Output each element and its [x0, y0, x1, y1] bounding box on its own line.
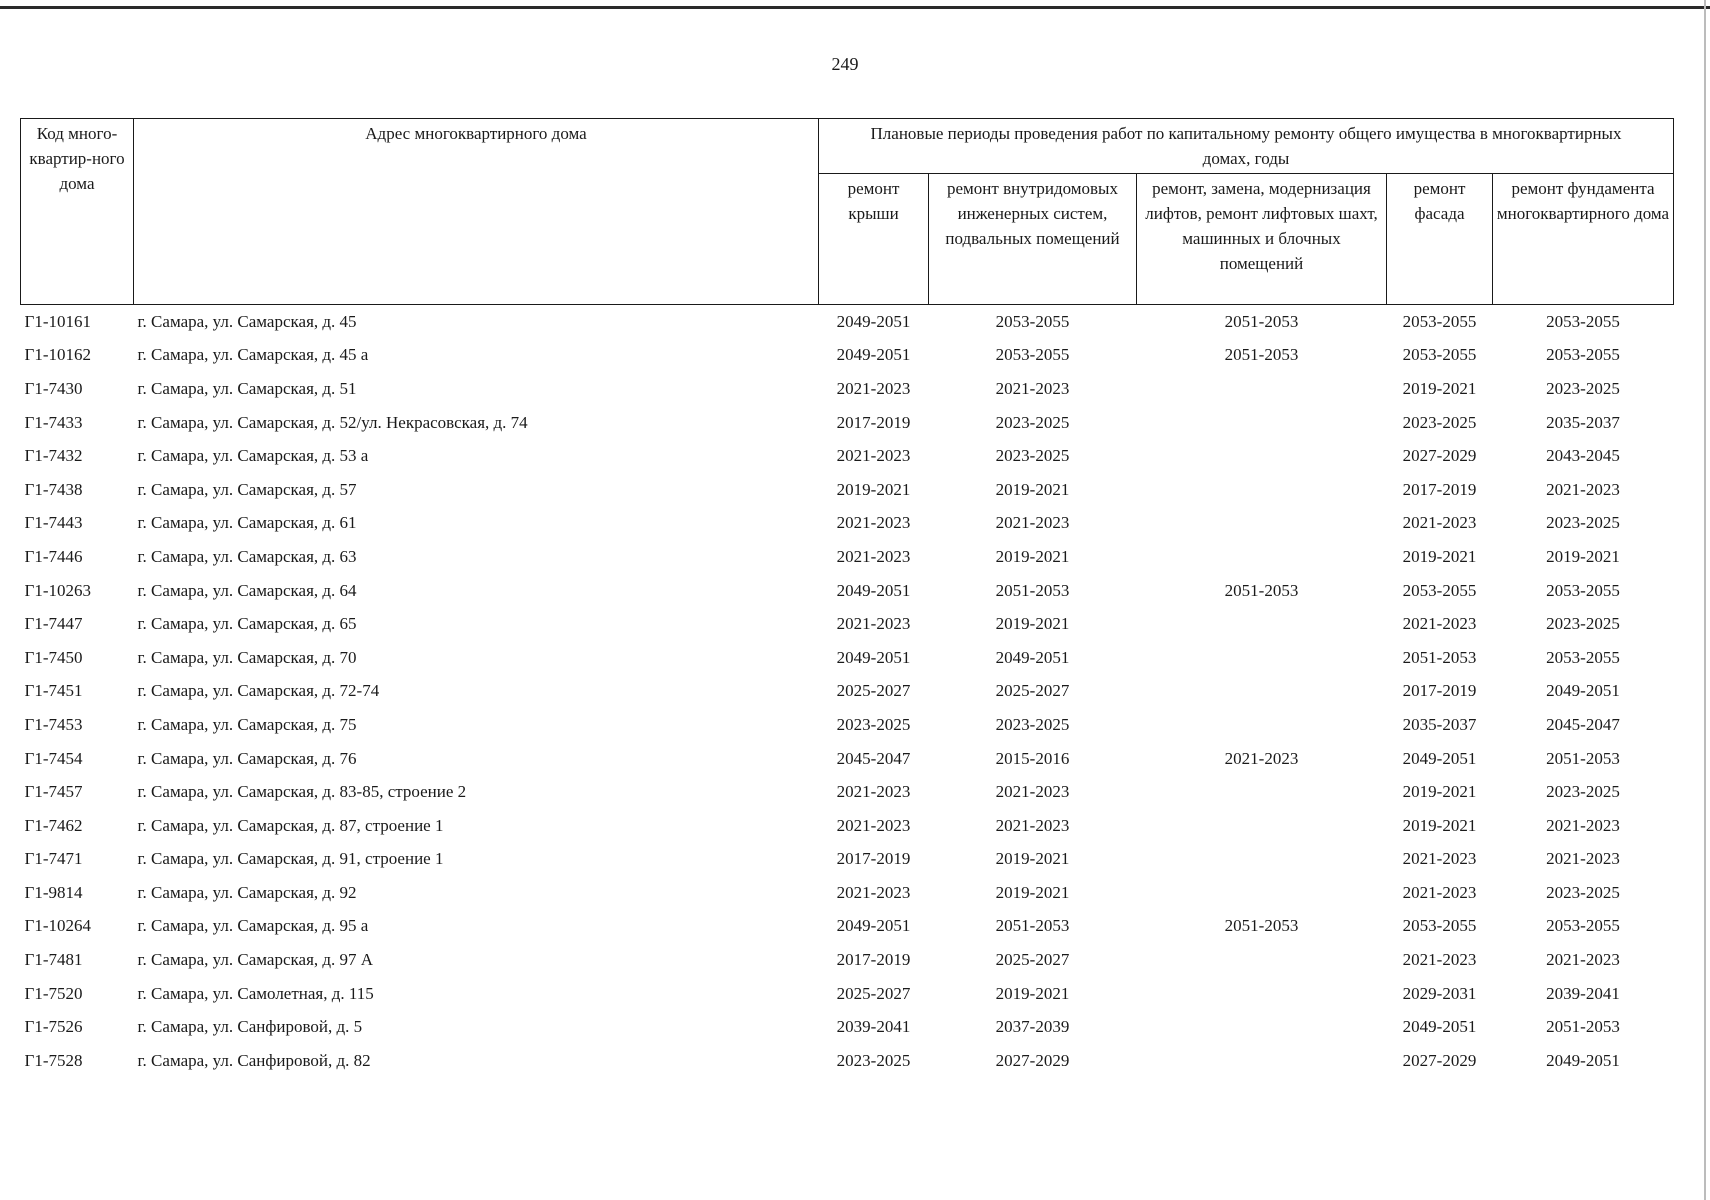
cell-elevators — [1137, 540, 1387, 574]
cell-elevators — [1137, 507, 1387, 541]
header-systems — [929, 174, 1137, 305]
cell-address: г. Самара, ул. Самарская, д. 57 — [137, 479, 357, 499]
cell-elevators — [1137, 809, 1387, 843]
cell-elevators — [1137, 1044, 1387, 1078]
cell-code: Г1-7450 — [24, 647, 83, 667]
cell-systems: 2019-2021 — [995, 849, 1070, 869]
table-row — [21, 473, 1674, 507]
header-address — [134, 119, 819, 305]
cell-address: г. Самара, ул. Самарская, д. 63 — [137, 546, 357, 566]
cell-systems: 2023-2025 — [995, 412, 1070, 432]
cell-roof: 2021-2023 — [836, 614, 911, 634]
cell-facade: 2051-2053 — [1402, 647, 1477, 667]
cell-code: Г1-7432 — [24, 446, 83, 466]
cell-address: г. Самара, ул. Самарская, д. 65 — [137, 614, 357, 634]
cell-elevators — [1137, 607, 1387, 641]
cell-code: Г1-10263 — [24, 580, 91, 600]
cell-foundation: 2049-2051 — [1546, 1050, 1620, 1070]
cell-code: Г1-10264 — [24, 916, 91, 936]
cell-roof: 2021-2023 — [836, 782, 911, 802]
cell-facade: 2021-2023 — [1402, 849, 1477, 869]
cell-systems: 2025-2027 — [995, 950, 1070, 970]
table-row — [21, 876, 1674, 910]
cell-code: Г1-7471 — [24, 849, 83, 869]
cell-roof: 2019-2021 — [836, 479, 911, 499]
table-row — [21, 742, 1674, 776]
cell-address: г. Самара, ул. Самарская, д. 75 — [137, 714, 357, 734]
cell-systems: 2051-2053 — [995, 916, 1070, 936]
cell-foundation: 2045-2047 — [1546, 714, 1620, 734]
cell-foundation: 2021-2023 — [1546, 950, 1620, 970]
header-address-text: Адрес многоквартирного дома — [365, 124, 587, 143]
cell-facade: 2049-2051 — [1402, 748, 1477, 768]
cell-foundation: 2049-2051 — [1546, 681, 1620, 701]
cell-roof: 2025-2027 — [836, 681, 911, 701]
cell-facade: 2053-2055 — [1402, 580, 1477, 600]
cell-foundation: 2039-2041 — [1546, 983, 1620, 1003]
header-foundation — [1493, 174, 1674, 305]
cell-code: Г1-7457 — [24, 782, 83, 802]
cell-systems: 2027-2029 — [995, 1050, 1070, 1070]
cell-foundation: 2053-2055 — [1546, 345, 1620, 365]
cell-foundation: 2053-2055 — [1546, 311, 1620, 331]
cell-elevators — [1137, 943, 1387, 977]
cell-elevators: 2051-2053 — [1224, 916, 1299, 936]
cell-address: г. Самара, ул. Самарская, д. 87, строение 1 — [137, 815, 444, 835]
cell-elevators — [1137, 406, 1387, 440]
cell-address: г. Самара, ул. Самарская, д. 97 А — [137, 950, 374, 970]
cell-systems: 2037-2039 — [995, 1017, 1070, 1037]
cell-systems: 2021-2023 — [995, 378, 1070, 398]
cell-foundation: 2023-2025 — [1546, 782, 1620, 802]
cell-foundation: 2023-2025 — [1546, 614, 1620, 634]
cell-facade: 2049-2051 — [1402, 1017, 1477, 1037]
cell-facade: 2019-2021 — [1402, 378, 1477, 398]
cell-roof: 2025-2027 — [836, 983, 911, 1003]
capital-repair-table — [20, 118, 1674, 1078]
cell-elevators — [1137, 775, 1387, 809]
cell-code: Г1-7520 — [24, 983, 83, 1003]
table-row — [21, 540, 1674, 574]
cell-address: г. Самара, ул. Самарская, д. 92 — [137, 882, 357, 902]
cell-facade: 2017-2019 — [1402, 479, 1477, 499]
cell-address: г. Самара, ул. Самолетная, д. 115 — [137, 983, 374, 1003]
table-row — [21, 1044, 1674, 1078]
table-row — [21, 372, 1674, 406]
cell-elevators: 2021-2023 — [1224, 748, 1299, 768]
cell-code: Г1-7462 — [24, 815, 83, 835]
cell-foundation: 2043-2045 — [1546, 446, 1620, 466]
cell-facade: 2027-2029 — [1402, 1050, 1477, 1070]
cell-address: г. Самара, ул. Самарская, д. 61 — [137, 513, 357, 533]
table-row — [21, 305, 1674, 339]
header-systems-text: ремонт внутридомовых инженерных систем, подвальных помещений — [945, 179, 1120, 248]
cell-facade: 2053-2055 — [1402, 345, 1477, 365]
cell-roof: 2021-2023 — [836, 513, 911, 533]
cell-elevators — [1137, 641, 1387, 675]
cell-facade: 2021-2023 — [1402, 614, 1477, 634]
table-row — [21, 775, 1674, 809]
cell-systems: 2021-2023 — [995, 815, 1070, 835]
cell-roof: 2021-2023 — [836, 546, 911, 566]
cell-code: Г1-9814 — [24, 882, 83, 902]
cell-code: Г1-7433 — [24, 412, 83, 432]
header-code — [21, 119, 134, 305]
cell-facade: 2019-2021 — [1402, 546, 1477, 566]
cell-systems: 2053-2055 — [995, 311, 1070, 331]
cell-code: Г1-7528 — [24, 1050, 83, 1070]
cell-roof: 2049-2051 — [836, 345, 911, 365]
cell-elevators — [1137, 876, 1387, 910]
cell-address: г. Самара, ул. Самарская, д. 70 — [137, 647, 357, 667]
cell-elevators — [1137, 439, 1387, 473]
cell-address: г. Самара, ул. Самарская, д. 52/ул. Некрасовская, д. 74 — [137, 412, 528, 432]
cell-elevators — [1137, 708, 1387, 742]
cell-roof: 2017-2019 — [836, 849, 911, 869]
cell-roof: 2049-2051 — [836, 916, 911, 936]
cell-address: г. Самара, ул. Самарская, д. 45 а — [137, 345, 369, 365]
table-row — [21, 1010, 1674, 1044]
cell-address: г. Самара, ул. Санфировой, д. 82 — [137, 1050, 371, 1070]
cell-roof: 2023-2025 — [836, 714, 911, 734]
table-row — [21, 708, 1674, 742]
cell-foundation: 2051-2053 — [1546, 748, 1620, 768]
cell-facade: 2053-2055 — [1402, 311, 1477, 331]
cell-roof: 2017-2019 — [836, 412, 911, 432]
cell-address: г. Самара, ул. Самарская, д. 76 — [137, 748, 357, 768]
cell-address: г. Самара, ул. Самарская, д. 83-85, строение 2 — [137, 782, 467, 802]
header-foundation-text: ремонт фундамента многоквартирного дома — [1496, 179, 1670, 223]
cell-facade: 2029-2031 — [1402, 983, 1477, 1003]
cell-systems: 2025-2027 — [995, 681, 1070, 701]
header-code-text: Код много-квартир-ного дома — [29, 124, 125, 193]
cell-address: г. Самара, ул. Самарская, д. 51 — [137, 378, 357, 398]
page-number: 249 — [831, 54, 859, 74]
header-elevators-text: ремонт, замена, модернизация лифтов, ремонт лифтовых шахт, машинных и блочных помещений — [1145, 179, 1378, 273]
cell-code: Г1-10161 — [24, 311, 91, 331]
cell-foundation: 2021-2023 — [1546, 849, 1620, 869]
cell-roof: 2021-2023 — [836, 378, 911, 398]
table-row — [21, 574, 1674, 608]
table-row — [21, 339, 1674, 373]
cell-systems: 2021-2023 — [995, 513, 1070, 533]
table-row — [21, 675, 1674, 709]
cell-systems: 2019-2021 — [995, 983, 1070, 1003]
cell-roof: 2017-2019 — [836, 950, 911, 970]
table-row — [21, 641, 1674, 675]
cell-systems: 2023-2025 — [995, 714, 1070, 734]
cell-facade: 2021-2023 — [1402, 882, 1477, 902]
cell-systems: 2051-2053 — [995, 580, 1070, 600]
table-row — [21, 843, 1674, 877]
cell-facade: 2027-2029 — [1402, 446, 1477, 466]
cell-address: г. Самара, ул. Самарская, д. 53 а — [137, 446, 369, 466]
cell-address: г. Самара, ул. Самарская, д. 64 — [137, 580, 357, 600]
cell-systems: 2023-2025 — [995, 446, 1070, 466]
cell-address: г. Самара, ул. Санфировой, д. 5 — [137, 1017, 363, 1037]
cell-foundation: 2053-2055 — [1546, 580, 1620, 600]
cell-code: Г1-7454 — [24, 748, 83, 768]
cell-roof: 2021-2023 — [836, 446, 911, 466]
header-facade-text: ремонт фасада — [1413, 179, 1466, 223]
cell-foundation: 2023-2025 — [1546, 513, 1620, 533]
cell-systems: 2021-2023 — [995, 782, 1070, 802]
cell-systems: 2019-2021 — [995, 479, 1070, 499]
cell-foundation: 2023-2025 — [1546, 882, 1620, 902]
cell-roof: 2023-2025 — [836, 1050, 911, 1070]
cell-facade: 2053-2055 — [1402, 916, 1477, 936]
header-roof — [819, 174, 929, 305]
cell-roof: 2049-2051 — [836, 647, 911, 667]
table-row — [21, 439, 1674, 473]
cell-foundation: 2021-2023 — [1546, 479, 1620, 499]
cell-elevators: 2051-2053 — [1224, 345, 1299, 365]
cell-code: Г1-7447 — [24, 614, 83, 634]
cell-code: Г1-7438 — [24, 479, 83, 499]
cell-elevators — [1137, 977, 1387, 1011]
table-row — [21, 910, 1674, 944]
cell-roof: 2021-2023 — [836, 815, 911, 835]
table-row — [21, 977, 1674, 1011]
cell-elevators — [1137, 372, 1387, 406]
cell-systems: 2019-2021 — [995, 882, 1070, 902]
cell-address: г. Самара, ул. Самарская, д. 72-74 — [137, 681, 380, 701]
table-row — [21, 607, 1674, 641]
cell-systems: 2019-2021 — [995, 546, 1070, 566]
cell-roof: 2039-2041 — [836, 1017, 911, 1037]
cell-foundation: 2019-2021 — [1546, 546, 1620, 566]
cell-elevators — [1137, 675, 1387, 709]
table-row — [21, 507, 1674, 541]
cell-code: Г1-7443 — [24, 513, 83, 533]
cell-address: г. Самара, ул. Самарская, д. 45 — [137, 311, 357, 331]
cell-roof: 2049-2051 — [836, 311, 911, 331]
cell-code: Г1-7526 — [24, 1017, 83, 1037]
table-row — [21, 809, 1674, 843]
cell-elevators — [1137, 1010, 1387, 1044]
scan-edge — [1704, 0, 1706, 1200]
cell-facade: 2019-2021 — [1402, 815, 1477, 835]
cell-code: Г1-7453 — [24, 714, 83, 734]
header-facade — [1387, 174, 1493, 305]
cell-foundation: 2053-2055 — [1546, 916, 1620, 936]
cell-code: Г1-10162 — [24, 345, 91, 365]
table-row — [21, 943, 1674, 977]
cell-roof: 2049-2051 — [836, 580, 911, 600]
cell-foundation: 2021-2023 — [1546, 815, 1620, 835]
header-periods-group — [819, 119, 1674, 174]
cell-facade: 2023-2025 — [1402, 412, 1477, 432]
cell-roof: 2045-2047 — [836, 748, 911, 768]
cell-roof: 2021-2023 — [836, 882, 911, 902]
cell-systems: 2019-2021 — [995, 614, 1070, 634]
cell-elevators — [1137, 473, 1387, 507]
cell-foundation: 2053-2055 — [1546, 647, 1620, 667]
top-rule — [0, 6, 1710, 9]
cell-address: г. Самара, ул. Самарская, д. 91, строение 1 — [137, 849, 444, 869]
cell-elevators: 2051-2053 — [1224, 311, 1299, 331]
cell-systems: 2015-2016 — [995, 748, 1070, 768]
cell-elevators: 2051-2053 — [1224, 580, 1299, 600]
cell-facade: 2021-2023 — [1402, 513, 1477, 533]
cell-facade: 2021-2023 — [1402, 950, 1477, 970]
cell-code: Г1-7430 — [24, 378, 83, 398]
header-periods-group-text: Плановые периоды проведения работ по капитальному ремонту общего имущества в многоквартирных домах, годы — [870, 124, 1622, 168]
cell-systems: 2053-2055 — [995, 345, 1070, 365]
cell-foundation: 2035-2037 — [1546, 412, 1620, 432]
cell-foundation: 2051-2053 — [1546, 1017, 1620, 1037]
cell-foundation: 2023-2025 — [1546, 378, 1620, 398]
table-row — [21, 406, 1674, 440]
cell-code: Г1-7451 — [24, 681, 83, 701]
table-body — [21, 305, 1674, 1078]
cell-code: Г1-7446 — [24, 546, 83, 566]
header-roof-text: ремонт крыши — [847, 179, 900, 223]
cell-address: г. Самара, ул. Самарская, д. 95 а — [137, 916, 369, 936]
cell-code: Г1-7481 — [24, 950, 83, 970]
cell-facade: 2035-2037 — [1402, 714, 1477, 734]
cell-facade: 2017-2019 — [1402, 681, 1477, 701]
cell-facade: 2019-2021 — [1402, 782, 1477, 802]
header-elevators — [1137, 174, 1387, 305]
cell-systems: 2049-2051 — [995, 647, 1070, 667]
cell-elevators — [1137, 843, 1387, 877]
